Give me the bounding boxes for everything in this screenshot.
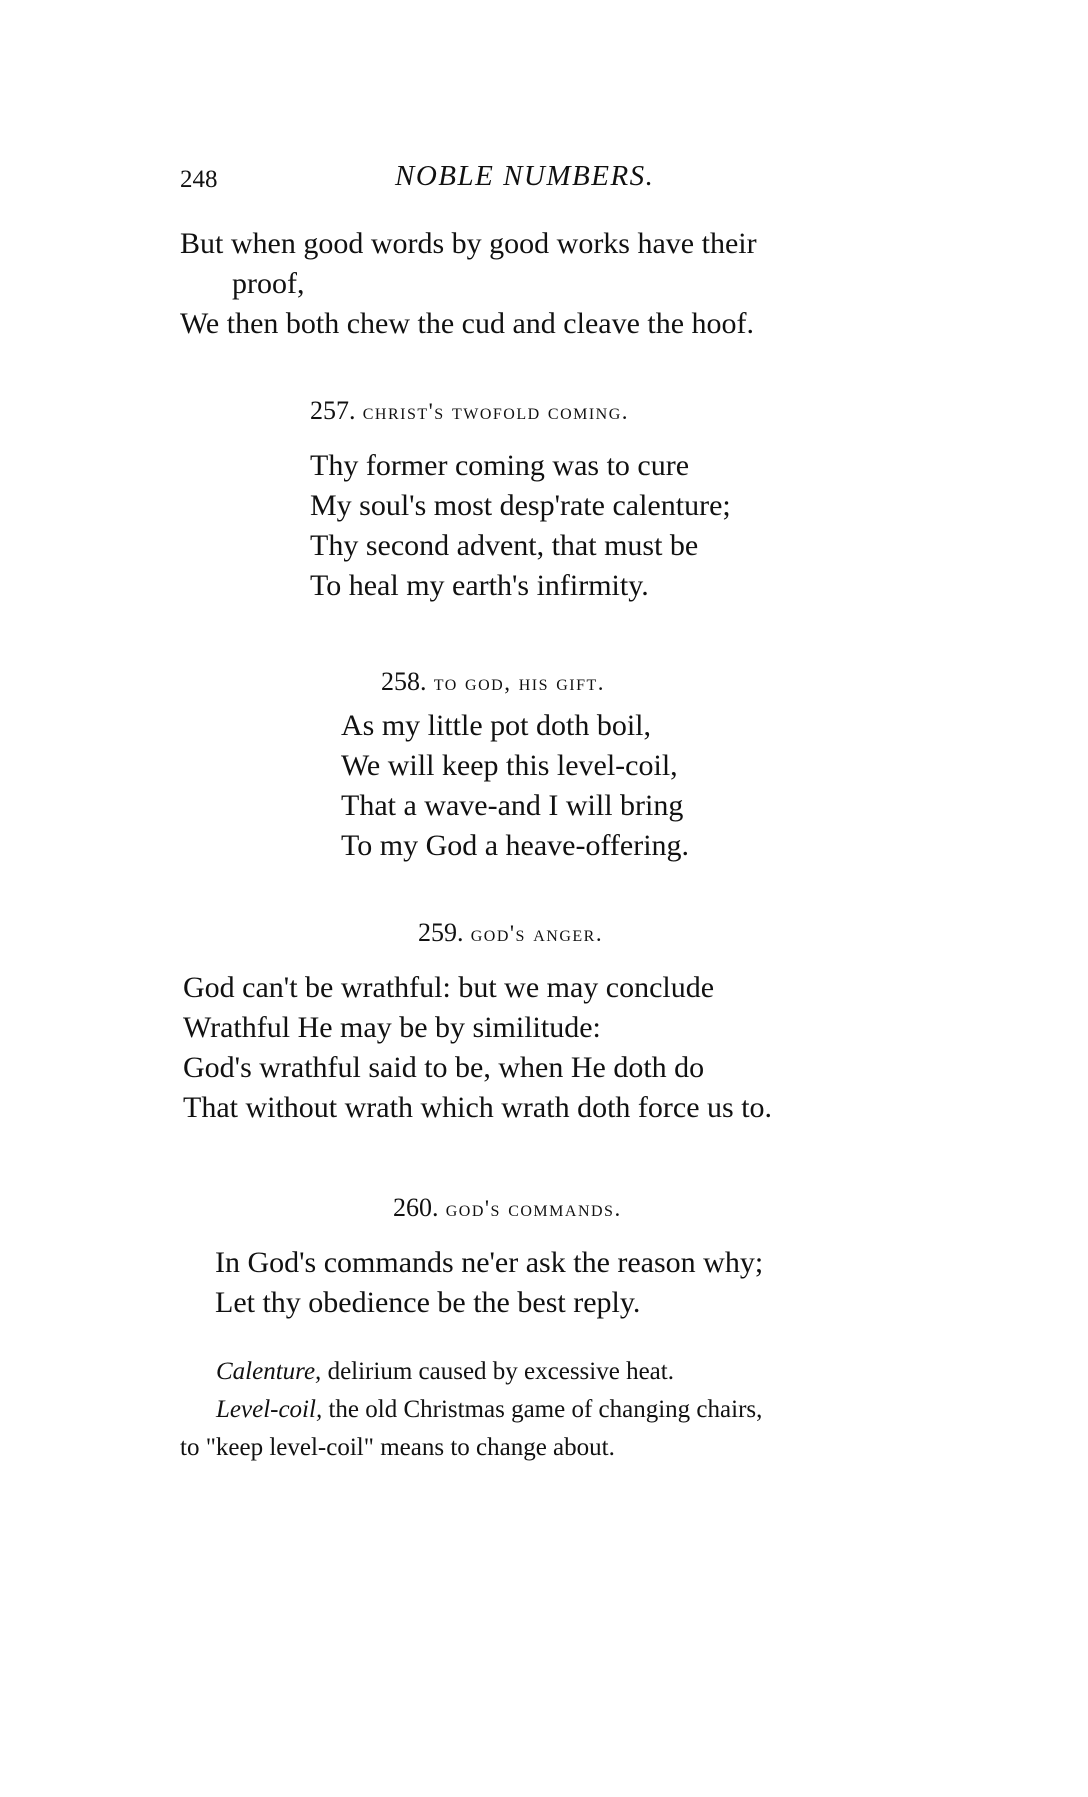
verse-line: To heal my earth's infirmity. [310,569,649,602]
running-title: NOBLE NUMBERS. [395,160,655,192]
poem-heading: to god, his gift. [433,670,606,695]
footnote-term: Level-coil, [216,1396,323,1423]
verse-line: That a wave-and I will bring [341,789,684,822]
footnote [180,1391,762,1429]
footnote-term: Calenture, [216,1358,322,1385]
poem-number: 259. [418,918,464,947]
poem-title-259 [418,918,603,948]
poem-body-260 [215,1243,763,1323]
poem-heading: god's anger. [470,921,604,946]
verse-line: Thy second advent, that must be [310,529,699,562]
poem-heading: god's commands. [445,1196,622,1221]
footnote-continuation: to "keep level-coil" means to change about. [180,1434,615,1461]
verse-line: To my God a heave-offering. [341,829,690,862]
poem-number: 257. [310,396,356,425]
verse-line: That without wrath which wrath doth force us to. [183,1091,773,1124]
verse-line: Wrathful He may be by similitude: [183,1011,601,1044]
verse-line: Let thy obedience be the best reply. [215,1286,641,1319]
poem-title-260 [393,1193,622,1223]
page-number: 248 [180,166,218,193]
poem-title-258 [381,667,605,697]
poem-body-259 [183,968,772,1128]
continued-verse [180,224,757,344]
verse-line: We will keep this level-coil, [341,749,678,782]
verse-line: As my little pot doth boil, [341,709,652,742]
verse-line: In God's commands ne'er ask the reason why; [215,1246,764,1279]
footnote-text: delirium caused by excessive heat. [321,1358,674,1385]
verse-line: But when good words by good works have their [180,227,757,260]
poem-number: 260. [393,1193,439,1222]
verse-line: God's wrathful said to be, when He doth do [183,1051,705,1084]
poem-body-257 [310,446,731,606]
poem-body-258 [341,706,689,866]
footnote [180,1353,762,1391]
verse-line: We then both chew the cud and cleave the hoof. [180,307,755,340]
page-header [0,160,1088,200]
verse-line: Thy former coming was to cure [310,449,690,482]
footnote-text: the old Christmas game of changing chairs, [322,1396,763,1423]
verse-line: God can't be wrathful: but we may conclude [183,971,715,1004]
footnotes [180,1353,762,1467]
poem-number: 258. [381,667,427,696]
poem-title-257 [310,396,629,426]
poem-heading: christ's twofold coming. [362,399,630,424]
verse-line: My soul's most desp'rate calenture; [310,489,731,522]
verse-line: proof, [232,267,305,300]
